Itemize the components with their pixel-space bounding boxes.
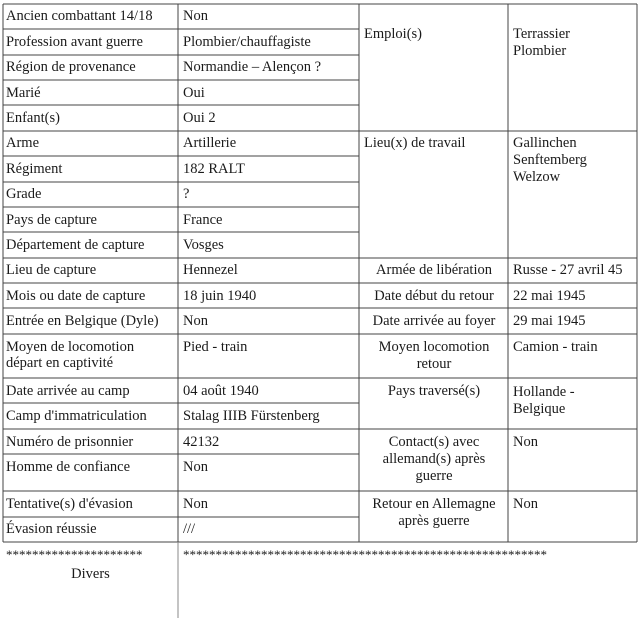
value-contacts: Non [513,434,538,450]
label-regiment: Régiment [6,161,63,177]
value-emploi-line1: Terrassier [513,26,570,42]
value-region: Normandie – Alençon ? [183,59,322,75]
value-moyen-locomotion-retour: Camion - train [513,339,598,355]
value-homme-confiance: Non [183,459,208,475]
value-lieu-travail-line1: Gallinchen [513,135,577,151]
label-lieu-capture: Lieu de capture [6,262,97,278]
label-moyen-locomotion-line1: Moyen de locomotion [6,339,135,355]
label-moyen-locomotion-retour-line2: retour [416,356,452,372]
value-pays-traverse-line2: Belgique [513,401,566,417]
label-pays-capture: Pays de capture [6,212,97,228]
label-homme-confiance: Homme de confiance [6,459,131,475]
label-tentative-evasion: Tentative(s) d'évasion [6,496,133,512]
label-departement-capture: Département de capture [6,237,145,253]
value-ancien-combattant: Non [183,8,208,24]
value-emploi-line2: Plombier [513,43,567,59]
value-profession: Plombier/chauffagiste [183,34,311,50]
value-retour-allemagne: Non [513,496,538,512]
value-tentative-evasion: Non [183,496,208,512]
value-departement-capture: Vosges [183,237,224,253]
label-date-arrivee-camp: Date arrivée au camp [6,383,130,399]
divers-label: Divers [71,566,110,582]
value-enfants: Oui 2 [183,110,216,126]
value-date-capture: 18 juin 1940 [183,288,257,304]
label-region: Région de provenance [6,59,136,75]
value-camp-immatriculation: Stalag IIIB Fürstenberg [183,408,320,424]
label-armee-liberation: Armée de libération [376,262,492,278]
label-contacts-line3: guerre [415,468,453,484]
label-retour-allemagne-line1: Retour en Allemagne [372,496,496,512]
value-moyen-locomotion: Pied - train [183,339,248,355]
label-arme: Arme [6,135,40,151]
value-evasion-reussie: /// [183,521,196,537]
label-pays-traverse: Pays traversé(s) [387,383,481,399]
label-moyen-locomotion-retour-line1: Moyen locomotion [378,339,490,355]
label-contacts-line1: Contact(s) avec [388,434,480,450]
label-moyen-locomotion-line2: départ en captivité [6,355,114,371]
label-profession: Profession avant guerre [6,34,143,50]
divers-stars-left: ********************* [6,547,143,562]
label-camp-immatriculation: Camp d'immatriculation [6,408,147,424]
label-date-arrivee-foyer: Date arrivée au foyer [372,313,496,329]
value-lieu-travail-line2: Senftemberg [513,152,587,168]
value-marie: Oui [183,85,205,101]
value-grade: ? [183,186,190,202]
value-numero-prisonnier: 42132 [183,434,220,450]
label-emploi: Emploi(s) [364,26,422,42]
divers-stars-right: ******************************************************** [183,547,547,562]
value-date-arrivee-camp: 04 août 1940 [183,383,259,399]
label-marie: Marié [6,85,41,101]
value-armee-liberation: Russe - 27 avril 45 [513,262,623,278]
value-entree-belgique: Non [183,313,208,329]
label-numero-prisonnier: Numéro de prisonnier [6,434,134,450]
value-regiment: 182 RALT [183,161,245,177]
label-contacts-line2: allemand(s) après [382,451,486,467]
label-ancien-combattant: Ancien combattant 14/18 [6,8,153,24]
label-lieu-travail: Lieu(x) de travail [364,135,466,151]
value-lieu-capture: Hennezel [183,262,238,278]
value-arme: Artillerie [183,135,237,151]
label-retour-allemagne-line2: après guerre [398,513,470,529]
label-enfants: Enfant(s) [6,110,60,126]
label-grade: Grade [6,186,42,202]
value-lieu-travail-line3: Welzow [513,169,561,185]
label-evasion-reussie: Évasion réussie [6,521,97,537]
label-entree-belgique: Entrée en Belgique (Dyle) [6,313,159,329]
label-date-debut-retour: Date début du retour [374,288,494,304]
value-date-debut-retour: 22 mai 1945 [513,288,586,304]
label-date-capture: Mois ou date de capture [6,288,146,304]
value-pays-traverse-line1: Hollande - [513,384,575,400]
value-date-arrivee-foyer: 29 mai 1945 [513,313,586,329]
value-pays-capture: France [183,212,223,228]
